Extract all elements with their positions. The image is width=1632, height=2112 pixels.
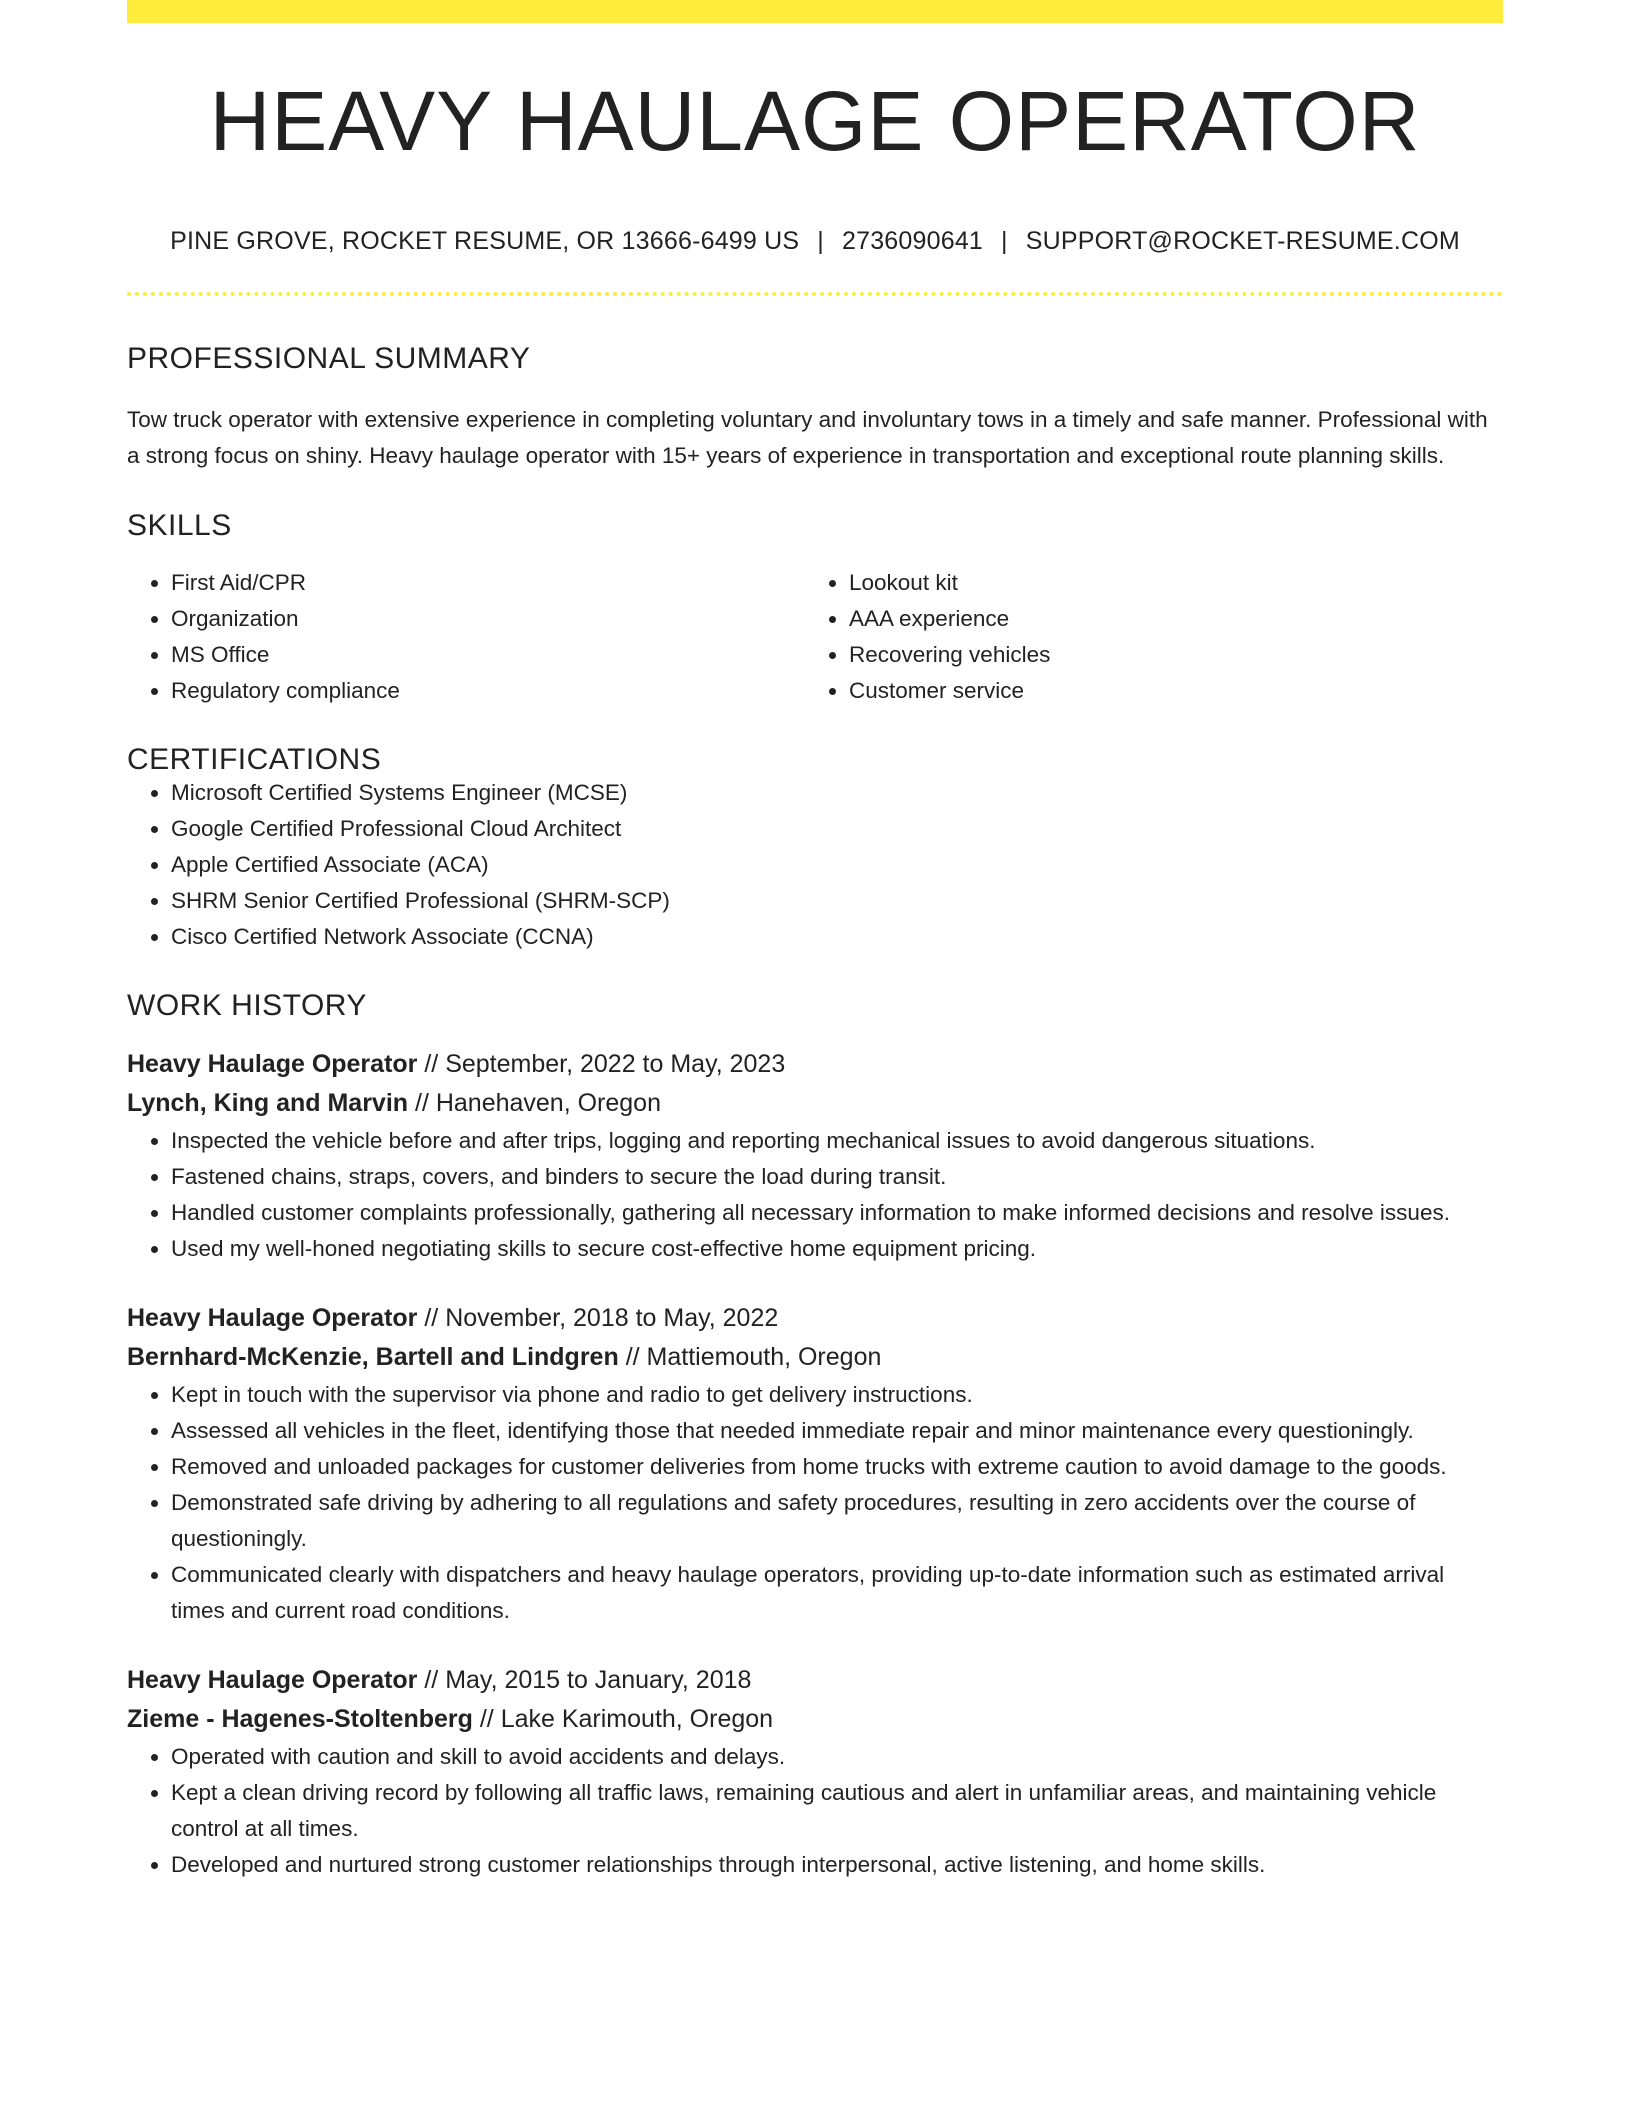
skill-item: • Regulatory compliance [171,673,805,709]
contact-line [127,229,1503,254]
skill-item: • AAA experience [849,601,1483,637]
job-bullets [127,1377,1503,1629]
contact-address: PINE GROVE, ROCKET RESUME, OR 13666-6499 US [170,227,800,255]
skills-heading: SKILLS [127,509,232,542]
resume-page [127,0,1503,1883]
certifications-list [127,775,1503,955]
header-divider [127,292,1503,296]
summary-text: Tow truck operator with extensive experience in completing voluntary and involuntary tows in a timely and safe manner. Professional with a strong focus on shiny. Heavy haulage operator with 15+ years of experience in transportation and exceptional route planning skills. [127,407,1488,468]
job-bullet: • Handled customer complaints professionally, gathering all necessary information to make informed decisions and resolve issues. [171,1195,1503,1231]
job-company: Zieme - Hagenes-Stoltenberg [127,1705,473,1733]
resume-title: HEAVY HAULAGE OPERATOR [209,74,1421,168]
contact-separator: | [817,227,824,255]
job-role-line [127,1045,1503,1084]
job-role-line [127,1299,1503,1338]
top-accent-bar [127,0,1503,23]
job-bullet: • Demonstrated safe driving by adhering to all regulations and safety procedures, resulting in zero accidents over the course of questioningly. [171,1485,1503,1557]
certification-item: • Apple Certified Associate (ACA) [171,847,1503,883]
job-bullet: • Removed and unloaded packages for customer deliveries from home trucks with extreme caution to avoid damage to the goods. [171,1449,1503,1485]
skill-item: • Organization [171,601,805,637]
job-dates: // November, 2018 to May, 2022 [417,1304,779,1332]
job-bullet: • Used my well-honed negotiating skills to secure cost-effective home equipment pricing. [171,1231,1503,1267]
job-bullets [127,1123,1503,1267]
job-dates: // May, 2015 to January, 2018 [417,1666,752,1694]
job-location: // Lake Karimouth, Oregon [472,1705,774,1733]
job-company: Bernhard-McKenzie, Bartell and Lindgren [127,1343,619,1371]
contact-separator: | [1001,227,1008,255]
job-role: Heavy Haulage Operator [127,1050,418,1078]
job-bullet: • Assessed all vehicles in the fleet, identifying those that needed immediate repair and minor maintenance every questioningly. [171,1413,1503,1449]
certification-item: • SHRM Senior Certified Professional (SHRM-SCP) [171,883,1503,919]
job-role-line [127,1661,1503,1700]
job-bullet: • Fastened chains, straps, covers, and binders to secure the load during transit. [171,1159,1503,1195]
contact-email[interactable]: SUPPORT@ROCKET-RESUME.COM [1025,227,1460,255]
job-company-line [127,1084,1503,1123]
job-bullet: • Kept a clean driving record by following all traffic laws, remaining cautious and alert in unfamiliar areas, and maintaining vehicle control at all times. [171,1775,1503,1847]
skills-column-right [805,565,1483,709]
job-bullet: • Communicated clearly with dispatchers and heavy haulage operators, providing up-to-date information such as estimated arrival times and current road conditions. [171,1557,1503,1629]
skill-item: • Lookout kit [849,565,1483,601]
job-bullets [127,1739,1503,1883]
job-bullet: • Inspected the vehicle before and after trips, logging and reporting mechanical issues to avoid dangerous situations. [171,1123,1503,1159]
certifications-heading: CERTIFICATIONS [127,743,382,776]
job-entry [127,1661,1503,1883]
job-location: // Mattiemouth, Oregon [618,1343,882,1371]
job-company: Lynch, King and Marvin [127,1089,409,1117]
skill-item: • Recovering vehicles [849,637,1483,673]
work-history-heading: WORK HISTORY [127,989,367,1022]
job-location: // Hanehaven, Oregon [408,1089,661,1117]
job-bullet: • Developed and nurtured strong customer relationships through interpersonal, active listening, and home skills. [171,1847,1503,1883]
job-role: Heavy Haulage Operator [127,1666,418,1694]
job-company-line [127,1700,1503,1739]
skill-item: • Customer service [849,673,1483,709]
skill-item: • First Aid/CPR [171,565,805,601]
certification-item: • Microsoft Certified Systems Engineer (MCSE) [171,775,1503,811]
job-entry [127,1045,1503,1267]
contact-phone: 2736090641 [842,227,984,255]
job-role: Heavy Haulage Operator [127,1304,418,1332]
certification-item: • Google Certified Professional Cloud Architect [171,811,1503,847]
job-bullet: • Kept in touch with the supervisor via phone and radio to get delivery instructions. [171,1377,1503,1413]
summary-heading: PROFESSIONAL SUMMARY [127,342,531,375]
skills-list [127,565,1503,709]
certification-item: • Cisco Certified Network Associate (CCNA) [171,919,1503,955]
job-bullet: • Operated with caution and skill to avoid accidents and delays. [171,1739,1503,1775]
job-dates: // September, 2022 to May, 2023 [417,1050,786,1078]
skills-column-left [127,565,805,709]
job-entry [127,1299,1503,1629]
job-company-line [127,1338,1503,1377]
skill-item: • MS Office [171,637,805,673]
